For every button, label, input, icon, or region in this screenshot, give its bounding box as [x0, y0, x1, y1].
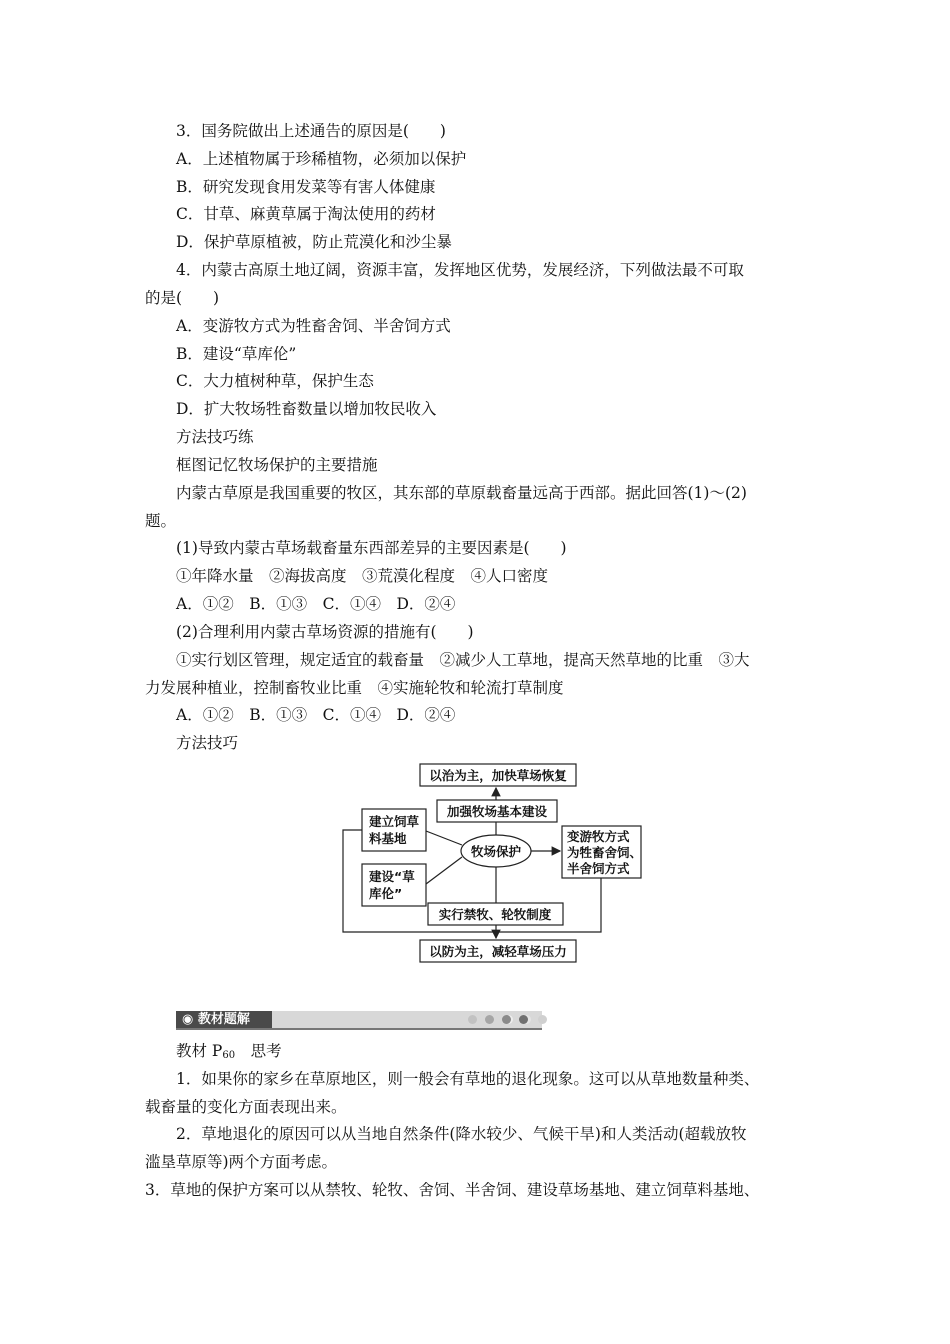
- diagram-right-1: 变游牧方式: [567, 829, 630, 844]
- diagram-center-label: 牧场保护: [470, 844, 522, 859]
- banner-dot: [502, 1015, 511, 1024]
- banner-title: ◉ 教材题解: [176, 1011, 272, 1028]
- q4-option-d: D．扩大牧场牲畜数量以增加牧民收入: [176, 400, 437, 418]
- q3-option-c: C．甘草、麻黄草属于淘汰使用的药材: [176, 205, 436, 223]
- answer-1-line2: 载畜量的变化方面表现出来。: [145, 1098, 347, 1116]
- section-banner: [176, 1011, 542, 1030]
- banner-dot: [538, 1015, 547, 1024]
- diagram-top-label: 以治为主，加快草场恢复: [429, 768, 567, 783]
- sub-q1-items: ①年降水量 ②海拔高度 ③荒漠化程度 ④人口密度: [176, 567, 549, 585]
- q4-stem-line2: 的是( ): [145, 289, 220, 307]
- q3-stem: 3．国务院做出上述通告的原因是( ): [176, 122, 446, 140]
- diagram-right-3: 半舍饲方式: [567, 861, 630, 876]
- diagram-left-top-2: 料基地: [369, 831, 407, 846]
- banner-rule: [176, 1028, 542, 1030]
- answer-3-line1: 3．草地的保护方案可以从禁牧、轮牧、舍饲、半舍饲、建设草场基地、建立饲草料基地、: [145, 1181, 760, 1199]
- method-intro-line2: 题。: [145, 512, 177, 530]
- q4-option-a: A．变游牧方式为牲畜舍饲、半舍饲方式: [176, 317, 451, 335]
- q3-option-b: B．研究发现食用发菜等有害人体健康: [176, 178, 436, 196]
- tips-heading: 方法技巧: [176, 734, 239, 752]
- diagram-left-bottom-2: 库伦”: [369, 886, 403, 901]
- q3-option-a: A．上述植物属于珍稀植物，必须加以保护: [176, 150, 467, 168]
- sub-q2-items-line2: 力发展种植业，控制畜牧业比重 ④实施轮牧和轮流打草制度: [145, 679, 564, 697]
- diagram-ban-label: 实行禁牧、轮牧制度: [438, 907, 552, 922]
- banner-dot: [485, 1015, 494, 1024]
- q4-option-b: B．建设“草库伦”: [176, 345, 297, 363]
- sub-q2-stem: (2)合理利用内蒙古草场资源的措施有( ): [176, 623, 474, 641]
- diagram-right-2: 为牲畜舍饲、: [567, 845, 643, 860]
- sub-q1-options: A．①② B．①③ C．①④ D．②④: [176, 595, 456, 613]
- answer-2-line1: 2．草地退化的原因可以从当地自然条件(降水较少、气候干旱)和人类活动(超载放牧: [176, 1125, 747, 1143]
- answer-1-line1: 1．如果你的家乡在草原地区，则一般会有草地的退化现象。这可以从草地数量种类、: [176, 1070, 760, 1088]
- sub-q2-items-line1: ①实行划区管理，规定适宜的载畜量 ②减少人工草地，提高天然草地的比重 ③大: [176, 651, 750, 669]
- sub-q1-stem: (1)导致内蒙古草场载畜量东西部差异的主要因素是( ): [176, 539, 567, 557]
- banner-dot: [468, 1015, 477, 1024]
- diagram-left-bottom-1: 建设“草: [369, 869, 415, 884]
- sub-q2-options: A．①② B．①③ C．①④ D．②④: [176, 706, 456, 724]
- method-subheading: 框图记忆牧场保护的主要措施: [176, 456, 378, 474]
- q3-option-d: D．保护草原植被，防止荒漠化和沙尘暴: [176, 233, 452, 251]
- q4-stem-line1: 4．内蒙古高原土地辽阔，资源丰富，发挥地区优势，发展经济，下列做法最不可取: [176, 261, 744, 279]
- method-heading: 方法技巧练: [176, 428, 254, 446]
- diagram-build-label: 加强牧场基本建设: [446, 804, 548, 819]
- textbook-reference: 教材 $P_{60}$ 思考: [176, 1042, 282, 1061]
- diagram-bottom-label: 以防为主，减轻草场压力: [429, 944, 567, 959]
- q4-option-c: C．大力植树种草，保护生态: [176, 372, 374, 390]
- answer-2-line2: 滥垦草原等)两个方面考虑。: [145, 1153, 338, 1171]
- diagram-left-top-1: 建立饲草: [369, 814, 420, 829]
- method-intro-line1: 内蒙古草原是我国重要的牧区，其东部的草原载畜量远高于西部。据此回答(1)～(2): [176, 484, 747, 502]
- banner-dot: [519, 1015, 528, 1024]
